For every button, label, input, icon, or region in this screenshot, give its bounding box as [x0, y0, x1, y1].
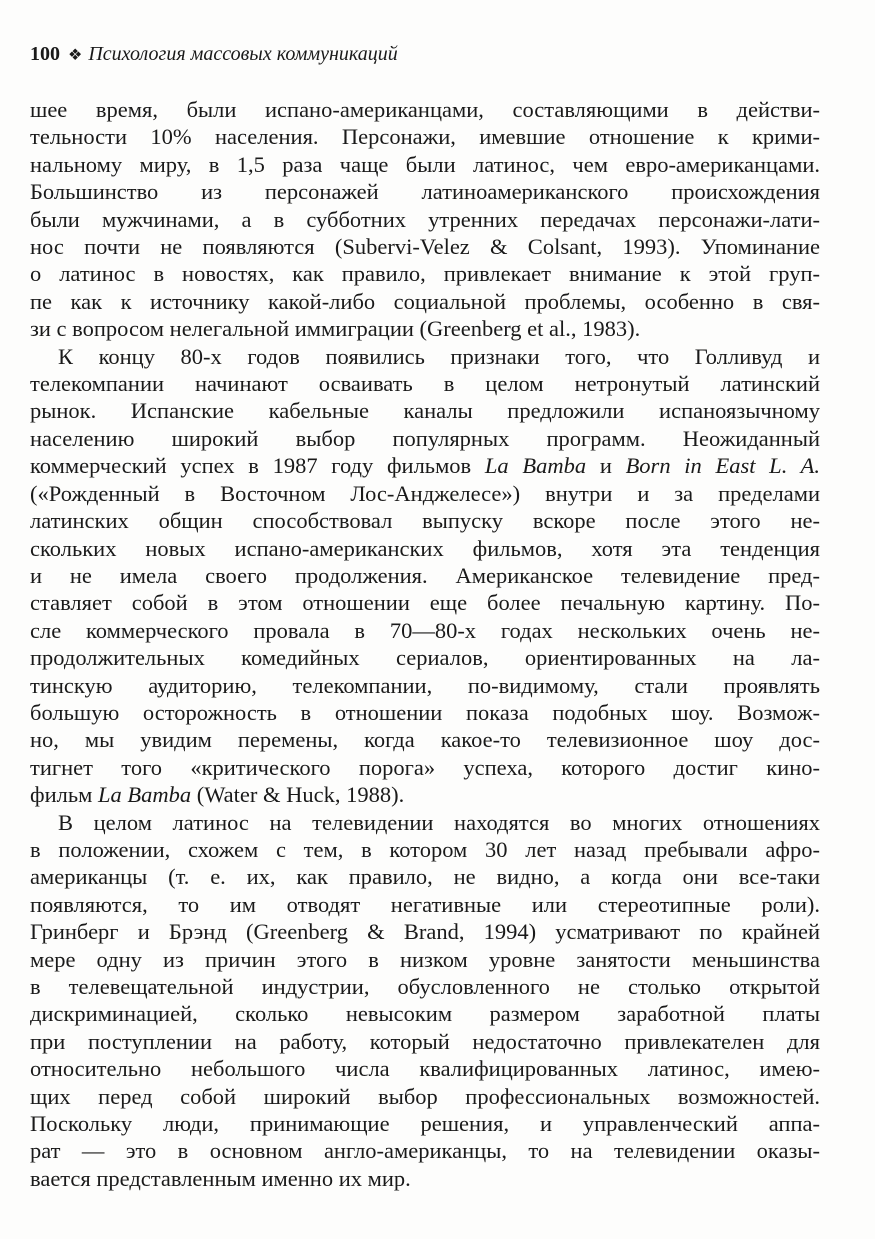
- text-line: тигнет того «критического порога» успеха, которого достиг кино-: [30, 754, 820, 780]
- text-line: вается представленным именно их мир.: [30, 1165, 411, 1191]
- running-title: Психология массовых коммуникаций: [88, 43, 398, 65]
- film-title: Born in East L. A.: [625, 453, 820, 479]
- text-line: скольких новых испано-американских фильмов, хотя эта тенденция: [30, 535, 820, 561]
- text-line: зи с вопросом нелегальной иммиграции (Greenberg et al., 1983).: [30, 316, 641, 342]
- text-fragment: и: [586, 453, 626, 479]
- text-line: о латинос в новостях, как правило, привлекает внимание к этой груп-: [30, 261, 820, 287]
- text-line: рат — это в основном англо-американцы, то на телевидении оказы-: [30, 1138, 820, 1164]
- text-line: тельности 10% населения. Персонажи, имевшие отношение к крими-: [30, 124, 820, 150]
- text-line: В целом латинос на телевидении находятся во многих отношениях: [58, 809, 820, 835]
- text-line: тинскую аудиторию, телекомпании, по-видимому, стали проявлять: [30, 672, 820, 698]
- text-line: большую осторожность в отношении показа подобных шоу. Возмож-: [30, 699, 820, 725]
- paragraph-3: [30, 809, 820, 1193]
- text-line: американцы (т. е. их, как правило, не видно, а когда они все-таки: [30, 864, 820, 890]
- text-line: («Рожденный в Восточном Лос-Анджелесе») внутри и за пределами: [30, 480, 820, 506]
- text-line: и не имела своего продолжения. Американское телевидение пред-: [30, 562, 820, 588]
- text-fragment: фильм: [30, 782, 98, 808]
- text-line: сле коммерческого провала в 70—80-х годах нескольких очень не-: [30, 617, 820, 643]
- text-line: рынок. Испанские кабельные каналы предложили испаноязычному: [30, 398, 820, 424]
- text-line: Большинство из персонажей латиноамериканского происхождения: [30, 179, 820, 205]
- text-fragment: (Water & Huck, 1988).: [191, 782, 405, 808]
- text-line: пе как к источнику какой-либо социальной проблемы, особенно в свя-: [30, 288, 820, 314]
- text-line: Поскольку люди, принимающие решения, и управленческий аппа-: [30, 1111, 820, 1137]
- text-fragment: коммерческий успех в 1987 году фильмов: [30, 453, 485, 479]
- text-line: мере одну из причин этого в низком уровне занятости меньшинства: [30, 946, 820, 972]
- text-line: в телевещательной индустрии, обусловленного не столько открытой: [30, 974, 820, 999]
- text-line: нос почти не появляются (Subervi-Velez & Colsant, 1993). Упоминание: [30, 234, 820, 260]
- text-line: ставляет собой в этом отношении еще более печальную картину. По-: [30, 590, 820, 616]
- text-line: продолжительных комедийных сериалов, ориентированных на ла-: [30, 645, 820, 671]
- body-text: [30, 96, 820, 1192]
- text-line: шее время, были испано-американцами, составляющими в действи-: [30, 97, 820, 122]
- text-line: дискриминацией, сколько невысоким размером заработной платы: [30, 1001, 820, 1027]
- text-line: щих перед собой широкий выбор профессиональных возможностей.: [30, 1083, 820, 1109]
- film-title: La Bamba: [97, 782, 192, 808]
- text-line: были мужчинами, а в субботних утренних передачах персонажи-лати-: [30, 206, 820, 232]
- text-line: К концу 80-х годов появились признаки того, что Голливуд и: [58, 343, 820, 369]
- text-line: латинских общин способствовал выпуску вскоре после этого не-: [30, 508, 820, 534]
- ornament-icon: ❖: [68, 47, 83, 64]
- text-line: при поступлении на работу, который недостаточно привлекателен для: [30, 1028, 820, 1054]
- film-title: La Bamba: [484, 453, 587, 479]
- text-line: появляются, то им отводят негативные или стереотипные роли).: [30, 891, 820, 917]
- text-line: нальному миру, в 1,5 раза чаще были латинос, чем евро-американцами.: [30, 151, 820, 177]
- text-line: населению широкий выбор популярных программ. Неожиданный: [30, 425, 820, 451]
- text-line-with-film-titles: [30, 452, 820, 479]
- paragraph-1: [30, 96, 820, 343]
- text-line: Гринберг и Брэнд (Greenberg & Brand, 1994) усматривают по крайней: [30, 919, 820, 945]
- text-line: телекомпании начинают осваивать в целом нетронутый латинский: [30, 371, 820, 397]
- paragraph-2: [30, 343, 820, 809]
- text-line: но, мы увидим перемены, когда какое-то телевизионное шоу дос-: [30, 727, 820, 753]
- running-head: [30, 42, 398, 68]
- text-line: относительно небольшого числа квалифицированных латинос, имею-: [30, 1056, 820, 1082]
- text-line-with-film-title: [30, 781, 820, 808]
- text-line: в положении, схожем с тем, в котором 30 лет назад пребывали афро-: [30, 836, 820, 862]
- page-number: 100: [30, 43, 60, 65]
